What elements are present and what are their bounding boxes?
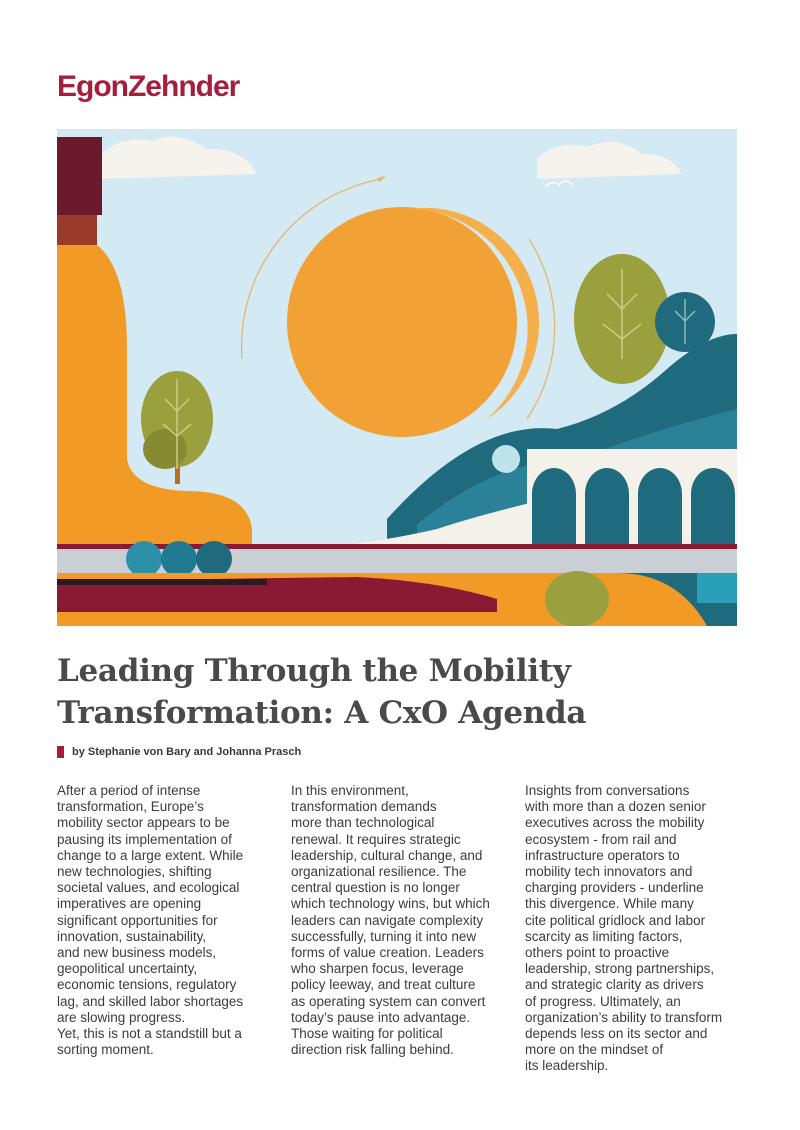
byline — [57, 745, 301, 759]
body-line: policy leeway, and treat culture — [291, 977, 476, 993]
body-line: mobility sector appears to be — [57, 815, 230, 831]
body-line: societal values, and ecological — [57, 880, 240, 896]
body-line: infrastructure operators to — [525, 847, 680, 863]
body-line: geopolitical uncertainty, — [57, 961, 198, 977]
article-title — [57, 650, 737, 734]
body-line: more on the mindset of — [525, 1042, 664, 1058]
body-line: transformation, Europe’s — [57, 799, 204, 815]
body-line: new technologies, shifting — [57, 864, 212, 880]
body-line: executives across the mobility — [525, 815, 705, 831]
body-line: leadership, cultural change, and — [291, 847, 483, 863]
body-line: and new business models, — [57, 945, 217, 961]
body-line: economic tensions, regulatory — [57, 977, 237, 993]
body-paragraph — [57, 783, 257, 1058]
body-line: innovation, sustainability, — [57, 928, 207, 944]
body-line: lag, and skilled labor shortages — [57, 993, 244, 1009]
body-line: are slowing progress. — [57, 1009, 186, 1025]
egon-zehnder-logo: EgonZehnder — [57, 70, 240, 103]
body-line: forms of value creation. Leaders — [291, 945, 484, 961]
body-line: depends less on its sector and — [525, 1026, 708, 1042]
body-line: leaders can navigate complexity — [291, 912, 484, 928]
body-line: transformation demands — [291, 799, 437, 815]
title-line: Transformation: A CxO Agenda — [57, 695, 587, 731]
byline-text: by Stephanie von Bary and Johanna Prasch — [72, 746, 302, 758]
body-line: In this environment, — [291, 783, 409, 798]
byline-marker — [57, 746, 64, 758]
body-line: and strategic clarity as drivers — [525, 977, 704, 993]
body-line: which technology wins, but which — [291, 896, 490, 912]
body-line: central question is no longer — [291, 880, 460, 896]
body-column-1 — [57, 783, 257, 1058]
body-paragraph — [291, 783, 491, 1058]
body-line: direction risk falling behind. — [291, 1042, 454, 1058]
body-line: who sharpen focus, leverage — [291, 961, 464, 977]
body-line: Yet, this is not a standstill but a — [57, 1026, 242, 1042]
body-line: Those waiting for political — [291, 1026, 443, 1042]
body-line: After a period of intense — [57, 783, 201, 798]
body-line: as operating system can convert — [291, 993, 486, 1009]
body-line: ecosystem - from rail and — [525, 831, 677, 847]
body-line: cite political gridlock and labor — [525, 912, 706, 928]
body-line: significant opportunities for — [57, 912, 218, 928]
body-line: of progress. Ultimately, an — [525, 993, 681, 1009]
body-line: Insights from conversations — [525, 783, 690, 798]
body-line: pausing its implementation of — [57, 831, 232, 847]
body-line: others point to proactive — [525, 945, 670, 961]
title-line: Leading Through the Mobility — [57, 653, 571, 689]
body-line: today’s pause into advantage. — [291, 1009, 471, 1025]
body-line: scarcity as limiting factors, — [525, 928, 683, 944]
body-line: organization’s ability to transform — [525, 1009, 723, 1025]
body-line: leadership, strong partnerships, — [525, 961, 715, 977]
body-column-3 — [525, 783, 725, 1075]
body-line: more than technological — [291, 815, 435, 831]
body-line: successfully, turning it into new — [291, 928, 477, 944]
body-line: with more than a dozen senior — [525, 799, 706, 815]
body-line: renewal. It requires strategic — [291, 831, 461, 847]
body-line: change to a large extent. While — [57, 847, 244, 863]
body-line: organizational resilience. The — [291, 864, 467, 880]
body-line: mobility tech innovators and — [525, 864, 693, 880]
body-column-2 — [291, 783, 491, 1058]
hero-illustration — [57, 129, 737, 626]
body-line: this divergence. While many — [525, 896, 694, 912]
body-line: charging providers - underline — [525, 880, 704, 896]
body-line: its leadership. — [525, 1058, 609, 1074]
body-paragraph — [525, 783, 725, 1075]
body-line: imperatives are opening — [57, 896, 202, 912]
body-line: sorting moment. — [57, 1042, 154, 1058]
